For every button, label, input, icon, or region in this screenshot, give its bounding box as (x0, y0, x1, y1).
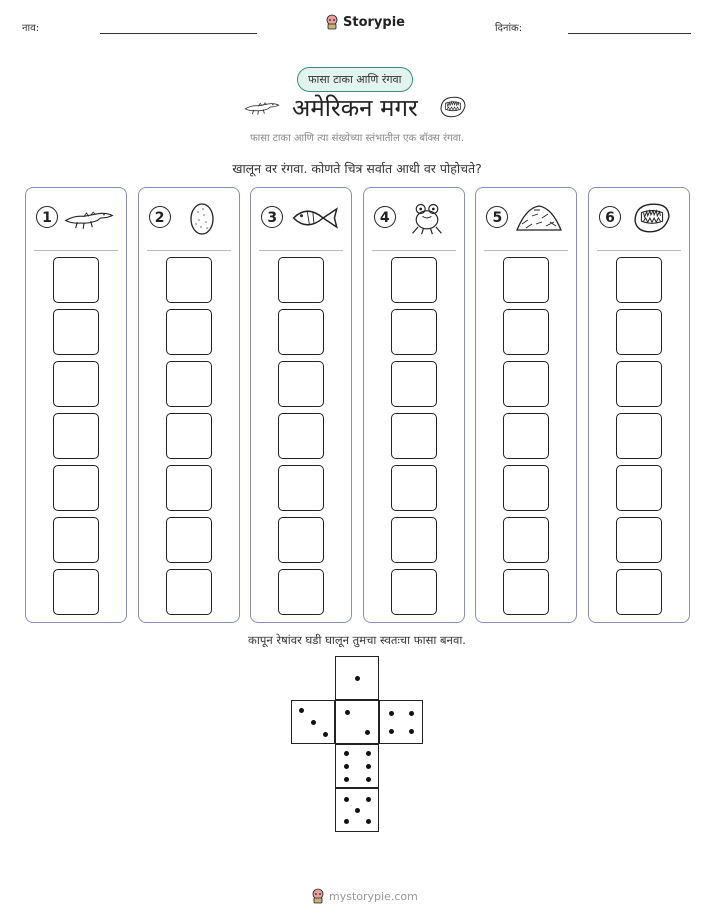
activity-pill: फासा टाका आणि रंगवा (297, 67, 413, 92)
column-6 (588, 187, 690, 623)
page-title: अमेरिकन मगर (292, 94, 418, 122)
color-box[interactable] (391, 569, 437, 615)
column-4 (363, 187, 465, 623)
column-number: 5 (486, 206, 508, 228)
column-2 (138, 187, 240, 623)
color-box[interactable] (53, 309, 99, 355)
storypie-mascot-icon (325, 14, 339, 30)
column-5 (475, 187, 577, 623)
color-box[interactable] (616, 361, 662, 407)
dice-instruction: कापून रेषांवर घडी घालून तुमचा स्वतःचा फासा बनवा. (248, 633, 466, 647)
color-box[interactable] (503, 569, 549, 615)
dice-pip (355, 808, 360, 813)
color-box[interactable] (53, 517, 99, 563)
footer-url[interactable]: mystorypie.com (329, 889, 418, 903)
alligator-icon (244, 96, 280, 118)
dice-pip (409, 729, 414, 734)
dice-face-2 (335, 700, 379, 744)
column-divider (147, 250, 231, 251)
date-field[interactable] (568, 33, 691, 34)
dice-pip (365, 730, 370, 735)
storypie-mascot-icon (311, 888, 325, 904)
color-box[interactable] (166, 569, 212, 615)
column-divider (34, 250, 118, 251)
column-1 (25, 187, 127, 623)
dice-pip (344, 751, 349, 756)
color-box[interactable] (278, 361, 324, 407)
color-box[interactable] (53, 569, 99, 615)
color-box[interactable] (53, 465, 99, 511)
color-box[interactable] (503, 361, 549, 407)
dice-pip (409, 711, 414, 716)
color-box[interactable] (391, 361, 437, 407)
color-box[interactable] (53, 413, 99, 459)
color-box[interactable] (278, 413, 324, 459)
color-box[interactable] (278, 309, 324, 355)
dice-pip (344, 764, 349, 769)
column-divider (372, 250, 456, 251)
dice-pip (366, 819, 371, 824)
color-box[interactable] (166, 309, 212, 355)
color-box[interactable] (278, 257, 324, 303)
dice-pip (344, 819, 349, 824)
column-number: 4 (374, 206, 396, 228)
brand-logo (325, 14, 405, 30)
name-label: नाव: (22, 23, 40, 34)
jaws-icon (438, 94, 468, 120)
alligator-icon (64, 200, 114, 236)
color-box[interactable] (503, 309, 549, 355)
dice-pip (389, 711, 394, 716)
nest-icon (514, 200, 564, 236)
color-box[interactable] (391, 465, 437, 511)
color-box[interactable] (616, 569, 662, 615)
dice-pip (311, 720, 316, 725)
date-label: दिनांक: (495, 23, 523, 34)
jaws-icon (627, 200, 677, 236)
dice-pip (344, 797, 349, 802)
column-number: 3 (261, 206, 283, 228)
color-box[interactable] (53, 361, 99, 407)
color-box[interactable] (391, 309, 437, 355)
footer (311, 888, 418, 904)
dice-face-3 (291, 700, 335, 744)
color-box[interactable] (616, 257, 662, 303)
color-box[interactable] (616, 413, 662, 459)
color-box[interactable] (391, 257, 437, 303)
dice-pip (366, 797, 371, 802)
color-box[interactable] (53, 257, 99, 303)
color-box[interactable] (166, 361, 212, 407)
color-box[interactable] (616, 309, 662, 355)
color-box[interactable] (278, 517, 324, 563)
name-field[interactable] (100, 33, 257, 34)
column-number: 1 (36, 206, 58, 228)
column-divider (259, 250, 343, 251)
dice-face-1 (335, 656, 379, 700)
color-box[interactable] (166, 465, 212, 511)
color-box[interactable] (503, 257, 549, 303)
dice-pip (366, 777, 371, 782)
color-box[interactable] (278, 465, 324, 511)
dice-pip (323, 732, 328, 737)
dice-pip (299, 708, 304, 713)
egg-icon (177, 200, 227, 236)
color-box[interactable] (503, 413, 549, 459)
color-box[interactable] (391, 517, 437, 563)
dice-pip (345, 710, 350, 715)
color-box[interactable] (616, 517, 662, 563)
dice-pip (366, 764, 371, 769)
coloring-instruction: खालून वर रंगवा. कोणते चित्र सर्वात आधी वर पोहोचते? (232, 161, 482, 176)
page-subtitle: फासा टाका आणि त्या संख्येच्या स्तंभातील एक बॉक्स रंगवा. (249, 133, 465, 144)
fish-icon (289, 200, 339, 236)
column-number: 6 (599, 206, 621, 228)
dice-face-6 (335, 744, 379, 788)
dice-pip (344, 777, 349, 782)
color-box[interactable] (166, 257, 212, 303)
color-box[interactable] (278, 569, 324, 615)
dice-face-4 (379, 700, 423, 744)
dice-pip (366, 751, 371, 756)
dice-pip (389, 729, 394, 734)
color-box[interactable] (391, 413, 437, 459)
color-box[interactable] (166, 413, 212, 459)
color-box[interactable] (166, 517, 212, 563)
column-3 (250, 187, 352, 623)
dice-face-5 (335, 788, 379, 832)
column-divider (484, 250, 568, 251)
frog-icon (402, 200, 452, 236)
color-box[interactable] (503, 465, 549, 511)
color-box[interactable] (503, 517, 549, 563)
column-number: 2 (149, 206, 171, 228)
color-box[interactable] (616, 465, 662, 511)
brand-name: Storypie (343, 14, 405, 30)
column-divider (597, 250, 681, 251)
dice-pip (355, 676, 360, 681)
